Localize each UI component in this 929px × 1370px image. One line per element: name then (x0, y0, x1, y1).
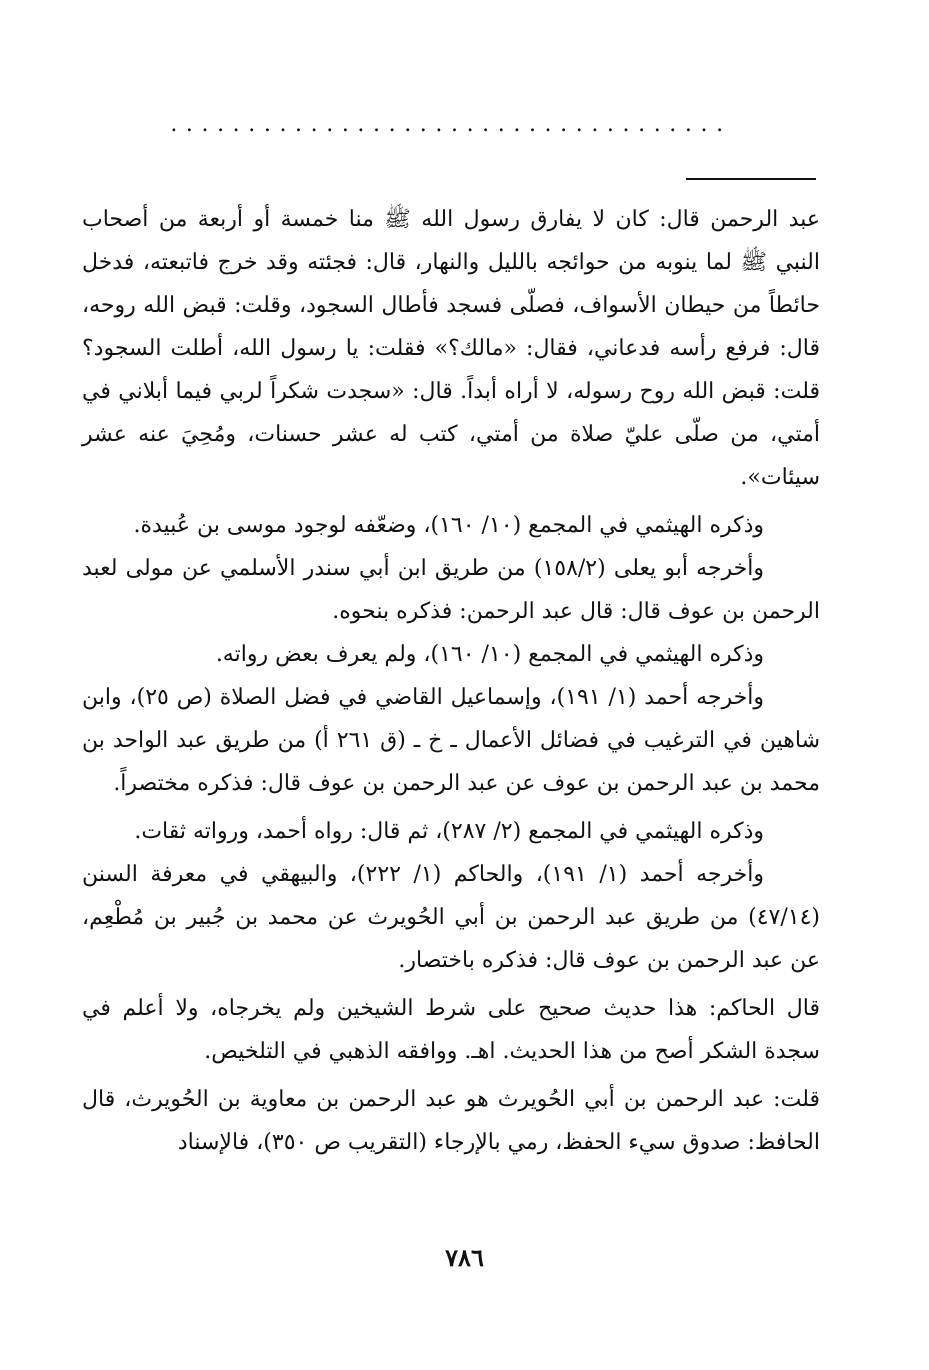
paragraph: وأخرجه أحمد (١/ ١٩١)، وإسماعيل القاضي في فضل الصلاة (ص ٢٥)، وابن شاهين في الترغيب في فضائل الأعمال ـ خ ـ (ق ٢٦١ أ) من طريق عبد الواحد بن محمد بن عبد الرحمن بن عوف عن عبد الرحمن بن عوف قال: فذكره مختصراً. (82, 685, 821, 796)
paragraph: وذكره الهيثمي في المجمع (١٠/ ١٦٠)، ولم يعرف بعض رواته. (215, 642, 764, 667)
paragraph: وأخرجه أحمد (١/ ١٩١)، والحاكم (١/ ٢٢٢)، والبيهقي في معرفة السنن (٤٧/١٤) من طريق عبد الرحمن بن أبي الحُويرث عن محمد بن جُبير بن مُطْعِم، عن عبد الرحمن بن عوف قال: فذكره باختصار. (82, 862, 820, 973)
paragraph: قلت: عبد الرحمن بن أبي الحُويرث هو عبد الرحمن بن معاوية بن الحُويرث، قال الحافظ: صدوق سيء الحفظ، رمي بالإرجاء (التقريب ص ٣٥٠)، فالإسناد (82, 1087, 820, 1155)
paragraph: وذكره الهيثمي في المجمع (٢/ ٢٨٧)، ثم قال: رواه أحمد، ورواته ثقات. (134, 819, 764, 844)
page-number: ٧٨٦ (445, 1243, 484, 1272)
paragraph: وأخرجه أبو يعلى (١٥٨/٢) من طريق ابن أبي سندر الأسلمي عن مولى لعبد الرحمن بن عوف قال: قال عبد الرحمن: فذكره بنحوه. (82, 556, 820, 624)
footnote-rule (686, 178, 816, 180)
page-body (82, 198, 820, 1164)
paragraph: عبد الرحمن قال: كان لا يفارق رسول الله ﷺ منا خمسة أو أربعة من أصحاب النبي ﷺ لما ينوبه من حوائجه بالليل والنهار، قال: فجئته وقد خرج فاتبعته، فدخل حائطاً من حيطان الأسواف، فصلّى فسجد فأطال السجود، وقلت: قبض الله روحه، قال: فرفع رأسه فدعاني، فقال: «مالك؟» فقلت: يا رسول الله، أطلت السجود؟ قلت: قبض الله روح رسوله، لا أراه أبداً. قال: «سجدت شكراً لربي فيما أبلاني في أمتي، من صلّى عليّ صلاة من أمتي، كتب له عشر حسنات، ومُحِيَ عنه عشر سيئات». (82, 207, 820, 490)
paragraph: وذكره الهيثمي في المجمع (١٠/ ١٦٠)، وضعّفه لوجود موسى بن عُبيدة. (133, 513, 764, 538)
paragraph: قال الحاكم: هذا حديث صحيح على شرط الشيخين ولم يخرجاه، ولا أعلم في سجدة الشكر أصح من هذا الحديث. اهـ. ووافقه الذهبي في التلخيص. (82, 996, 820, 1064)
dotted-separator: .................................... (170, 112, 732, 137)
